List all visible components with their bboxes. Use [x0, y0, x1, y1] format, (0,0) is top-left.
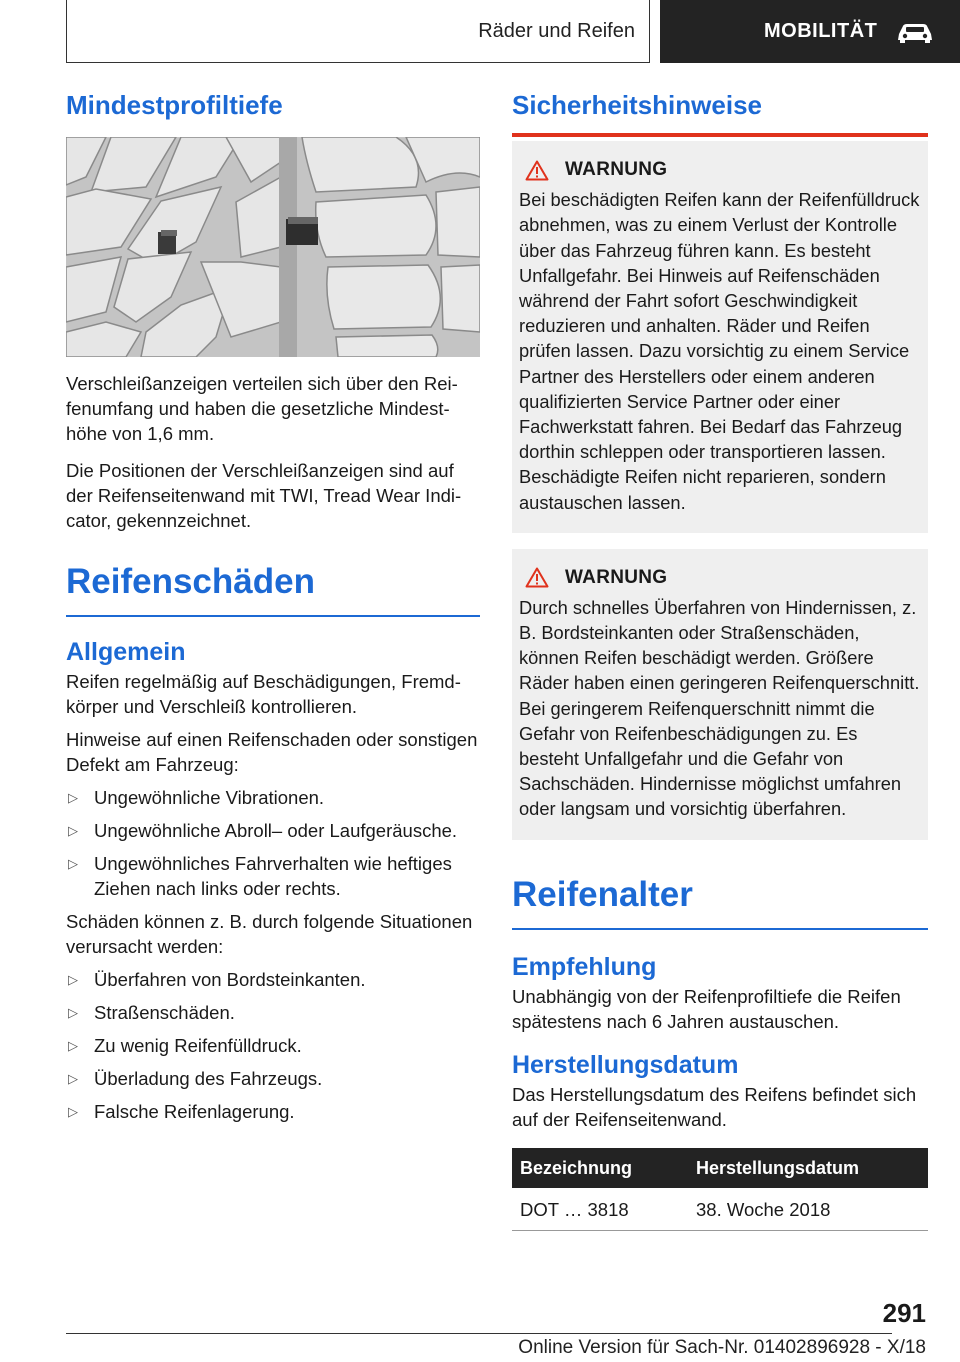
- table-cell: 38. Woche 2018: [688, 1188, 928, 1231]
- chapter-title: Räder und Reifen: [478, 19, 635, 42]
- section-tab: [660, 0, 960, 63]
- list-item: ▷ Ungewöhnliche Vibrationen.: [68, 787, 325, 809]
- warning-text-damaged-tires: Bei beschädigten Reifen kann der Reifenfülldruck abnehmen, was zu einem Verlust der Kontrolle über das Fahrzeug führen kann. Es besteht Unfallgefahr. Bei Hinweis auf Reifenschäden während der Fahrt sofort Geschwindigkeit reduzieren und anhalten. Räder und Reifen prüfen lassen. Dazu vorsichtig zu einem Service Partner des Herstellers oder einem anderen qualifizierten Service Partner oder einer Fachwerkstatt fahren. Bei Bedarf das Fahrzeug dorthin schleppen oder transportieren lassen. Beschädigte Reifen nicht reparieren, sondern austauschen lassen.: [519, 189, 920, 513]
- warning-label: WARNUNG: [565, 159, 668, 181]
- list-damage-causes: [66, 967, 480, 1124]
- list-damage-signs: [66, 785, 480, 901]
- paragraph-damage-hints: Hinweise auf einen Reifenschaden oder sonstigen Defekt am Fahrzeug:: [66, 729, 478, 776]
- warning-header: [519, 159, 920, 181]
- column-header: Herstellungsdatum: [688, 1148, 928, 1188]
- chapter-tab: [66, 0, 650, 63]
- warning-header: [519, 567, 920, 589]
- triangle-bullet-icon: ▷: [68, 823, 78, 839]
- warning-triangle-icon: [525, 160, 549, 181]
- section-title-safety: Sicherheitshinweise: [512, 90, 928, 137]
- triangle-bullet-icon: ▷: [68, 1038, 78, 1054]
- page-number: 291: [882, 1298, 926, 1328]
- column-header: Bezeichnung: [512, 1148, 688, 1188]
- chapter-heading-tire-damage: Reifenschäden: [66, 561, 480, 617]
- triangle-bullet-icon: ▷: [68, 790, 78, 806]
- footer-divider: [66, 1333, 892, 1334]
- list-item: ▷ Straßenschäden.: [68, 1002, 235, 1024]
- dot-code-table: [512, 1148, 928, 1231]
- subheading-recommendation: Empfehlung: [512, 952, 657, 981]
- paragraph-twi: Die Positionen der Verschleißanzeigen sind auf der Reifenseitenwand mit TWI, Tread Wear Indicator, gekennzeichnet.: [66, 460, 462, 532]
- left-column: [66, 90, 480, 1124]
- right-column: [512, 90, 928, 1231]
- paragraph-wear-indicators: Verschleißanzeigen verteilen sich über den Reifenumfang und haben die gesetzliche Mindesthöhe von 1,6 mm.: [66, 373, 458, 445]
- paragraph-manufacture-date: Das Herstellungsdatum des Reifens befindet sich auf der Reifenseitenwand.: [512, 1084, 917, 1131]
- warning-text-obstacles: Durch schnelles Überfahren von Hindernissen, z. B. Bordsteinkanten oder Straßenschäden, können Reifen beschädigt werden. Größere Räder haben einen geringeren Reifenquerschnitt. Bei geringerem Reifenquerschnitt nimmt die Gefahr von Reifenbeschädigungen zu. Es besteht Unfallgefahr und die Gefahr von Sachschäden. Hindernisse möglichst umfahren oder langsam und vorsichtig überfahren.: [519, 596, 920, 820]
- triangle-bullet-icon: ▷: [68, 1104, 78, 1120]
- warning-label: WARNUNG: [565, 566, 668, 588]
- paragraph-replace-after-6-years: Unabhängig von der Reifenprofiltiefe die Reifen spätestens nach 6 Jahren austauschen.: [512, 985, 901, 1032]
- triangle-bullet-icon: ▷: [68, 972, 78, 988]
- warning-triangle-icon: [525, 567, 549, 588]
- table-row: [512, 1188, 928, 1231]
- paragraph-causes: Schäden können z. B. durch folgende Situationen verursacht werden:: [66, 911, 473, 958]
- paragraph-check-tires: Reifen regelmäßig auf Beschädigungen, Fremdkörper und Verschleiß kontrollieren.: [66, 671, 461, 718]
- table-cell: DOT … 3818: [512, 1188, 688, 1231]
- car-icon: [895, 20, 935, 44]
- list-item: ▷ Überfahren von Bordsteinkanten.: [68, 969, 366, 991]
- table-header-row: [512, 1148, 928, 1188]
- warning-box-1: [512, 141, 928, 533]
- footer-version-text: Online Version für Sach-Nr. 01402896928 - X/18: [518, 1337, 926, 1358]
- chapter-heading-tire-age: Reifenalter: [512, 874, 928, 930]
- list-item: ▷ Ungewöhnliches Fahrverhalten wie heftiges Ziehen nach links oder rechts.: [68, 853, 452, 900]
- warning-box-2: [512, 549, 928, 840]
- list-item: ▷ Überladung des Fahrzeugs.: [68, 1068, 323, 1090]
- subheading-manufacture-date: Herstellungsdatum: [512, 1050, 739, 1079]
- tire-tread-illustration: [66, 137, 480, 357]
- section-title-min-tread: Mindestprofiltiefe: [66, 90, 283, 120]
- list-item: ▷ Zu wenig Reifenfülldruck.: [68, 1035, 302, 1057]
- triangle-bullet-icon: ▷: [68, 1005, 78, 1021]
- section-title: MOBILITÄT: [764, 20, 878, 42]
- triangle-bullet-icon: ▷: [68, 856, 78, 872]
- list-item: ▷ Ungewöhnliche Abroll– oder Laufgeräusche.: [68, 820, 458, 842]
- triangle-bullet-icon: ▷: [68, 1071, 78, 1087]
- list-item: ▷ Falsche Reifenlagerung.: [68, 1101, 295, 1123]
- subheading-general: Allgemein: [66, 638, 186, 667]
